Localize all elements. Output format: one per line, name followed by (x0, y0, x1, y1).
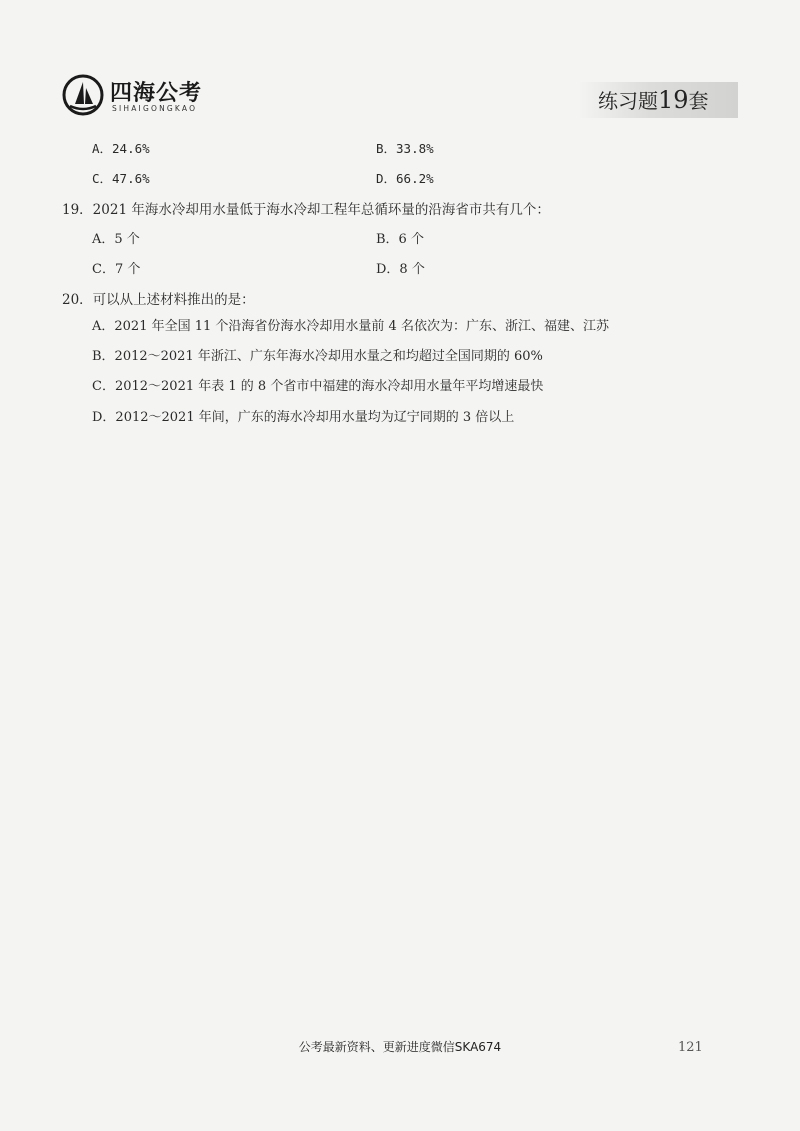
q19-option-c: C．7 个 (92, 262, 141, 277)
q20-stem: 20．可以从上述材料推出的是： (62, 292, 255, 308)
q19-option-a: A．5 个 (92, 232, 140, 247)
q20-option-a: A．2021 年全国 11 个沿海省份海水冷却用水量前 4 名依次为：广东、浙江、福建、江苏 (92, 319, 609, 334)
logo (62, 74, 212, 118)
q19-option-d: D．8 个 (376, 262, 425, 277)
logo-text-cn: 四海公考 (110, 81, 203, 106)
q18-option-d: D．66.2% (376, 171, 434, 186)
sail-logo-icon (62, 74, 104, 116)
set-title-prefix: 练习题 (598, 89, 658, 113)
q20-option-d: D．2012～2021 年间，广东的海水冷却用水量均为辽宁同期的 3 倍以上 (92, 410, 515, 425)
q18-option-a: A．24.6% (92, 141, 150, 156)
set-title-number: 19 (658, 86, 689, 114)
set-title (578, 82, 738, 118)
set-title-suffix: 套 (688, 89, 709, 113)
q20-option-b: B．2012～2021 年浙江、广东年海水冷却用水量之和均超过全国同期的 60% (92, 349, 543, 364)
page-number: 121 (678, 1040, 703, 1055)
footer-note: 公考最新资料、更新进度微信SKA674 (298, 1040, 502, 1054)
logo-text-en: SIHAIGONGKAO (112, 104, 198, 113)
q18-option-b: B．33.8% (376, 141, 434, 156)
q19-stem: 19．2021 年海水冷却用水量低于海水冷却工程年总循环量的沿海省市共有几个： (62, 202, 550, 218)
q18-option-c: C．47.6% (92, 171, 150, 186)
q19-option-b: B．6 个 (376, 232, 424, 247)
q20-option-c: C．2012～2021 年表 1 的 8 个省市中福建的海水冷却用水量年平均增速最快 (92, 379, 544, 394)
